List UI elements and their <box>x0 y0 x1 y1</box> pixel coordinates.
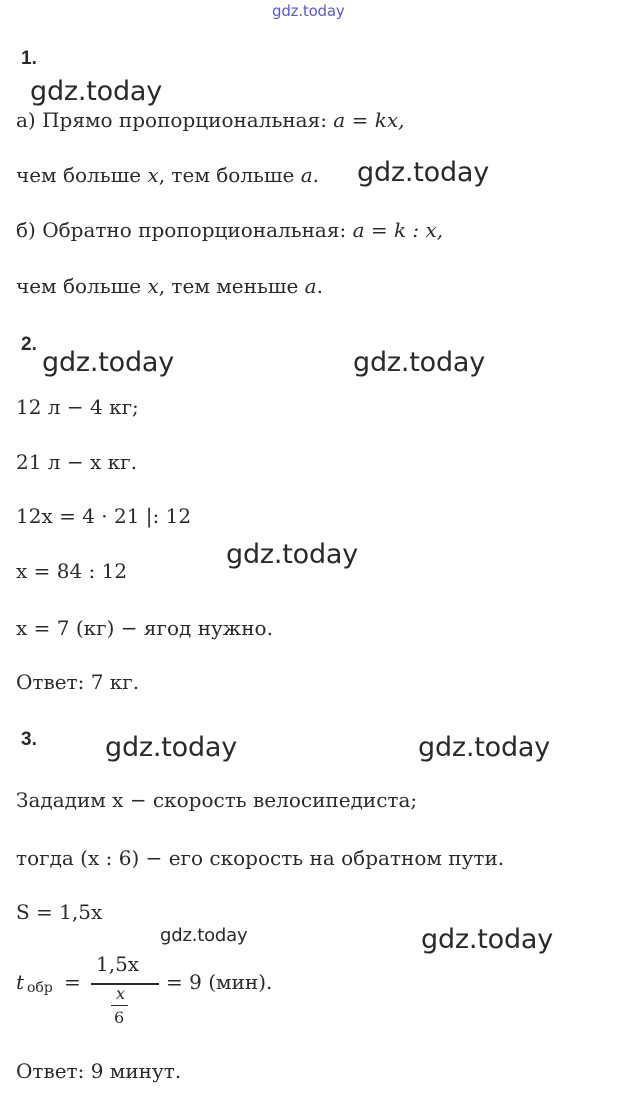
task2-line: 12 л − 4 кг; <box>16 395 139 419</box>
variable: x <box>147 274 159 298</box>
watermark: gdz.today <box>105 732 238 763</box>
task1-line3 <box>16 218 443 242</box>
watermark: gdz.today <box>226 539 359 570</box>
task2-answer: Ответ: 7 кг. <box>16 670 140 694</box>
time-formula <box>16 948 316 1038</box>
inner-numerator: x <box>116 984 126 1003</box>
text: , тем больше <box>158 163 301 187</box>
formula-result: = 9 (мин). <box>166 970 273 994</box>
t-subscript: обр <box>27 980 53 996</box>
text: чем больше <box>16 163 148 187</box>
text: а) Прямо пропорциональная: <box>16 108 334 132</box>
variable: a <box>300 163 313 187</box>
formula: a = kx, <box>333 108 405 132</box>
task2-line: x = 7 (кг) − ягод нужно. <box>16 616 273 640</box>
task3-answer: Ответ: 9 минут. <box>16 1059 182 1083</box>
task2-line: x = 84 : 12 <box>16 559 128 583</box>
fraction-numerator: 1,5x <box>96 952 140 976</box>
watermark: gdz.today <box>357 157 490 188</box>
text: чем больше <box>16 274 148 298</box>
watermark: gdz.today <box>353 347 486 378</box>
watermark-small: gdz.today <box>160 925 248 946</box>
task3-line: Зададим x − скорость велосипедиста; <box>16 788 418 812</box>
task3-line: S = 1,5x <box>16 900 103 924</box>
text: . <box>316 274 323 298</box>
text: б) Обратно пропорциональная: <box>16 218 353 242</box>
formula: a = k : x, <box>352 218 444 242</box>
task-number: 2. <box>21 334 37 355</box>
task-number: 1. <box>21 48 37 69</box>
task1-line2 <box>16 163 319 187</box>
watermark: gdz.today <box>421 924 554 955</box>
task1-line1 <box>16 108 404 132</box>
task1-line4 <box>16 274 323 298</box>
task2-line: 12x = 4 · 21 |: 12 <box>16 504 192 528</box>
text: . <box>312 163 320 187</box>
variable: a <box>304 274 317 298</box>
watermark: gdz.today <box>418 732 551 763</box>
equals-sign: = <box>64 970 81 994</box>
inner-denominator: 6 <box>114 1008 125 1027</box>
inner-fraction-bar <box>111 1005 128 1006</box>
watermark: gdz.today <box>42 347 175 378</box>
text: , тем меньше <box>158 274 305 298</box>
t-symbol: t <box>16 970 25 994</box>
task3-line: тогда (x : 6) − его скорость на обратном пути. <box>16 846 505 870</box>
task2-line: 21 л − x кг. <box>16 450 137 474</box>
watermark-top: gdz.today <box>272 2 345 20</box>
task-number: 3. <box>21 729 37 750</box>
variable: x <box>147 163 159 187</box>
watermark: gdz.today <box>30 76 163 107</box>
